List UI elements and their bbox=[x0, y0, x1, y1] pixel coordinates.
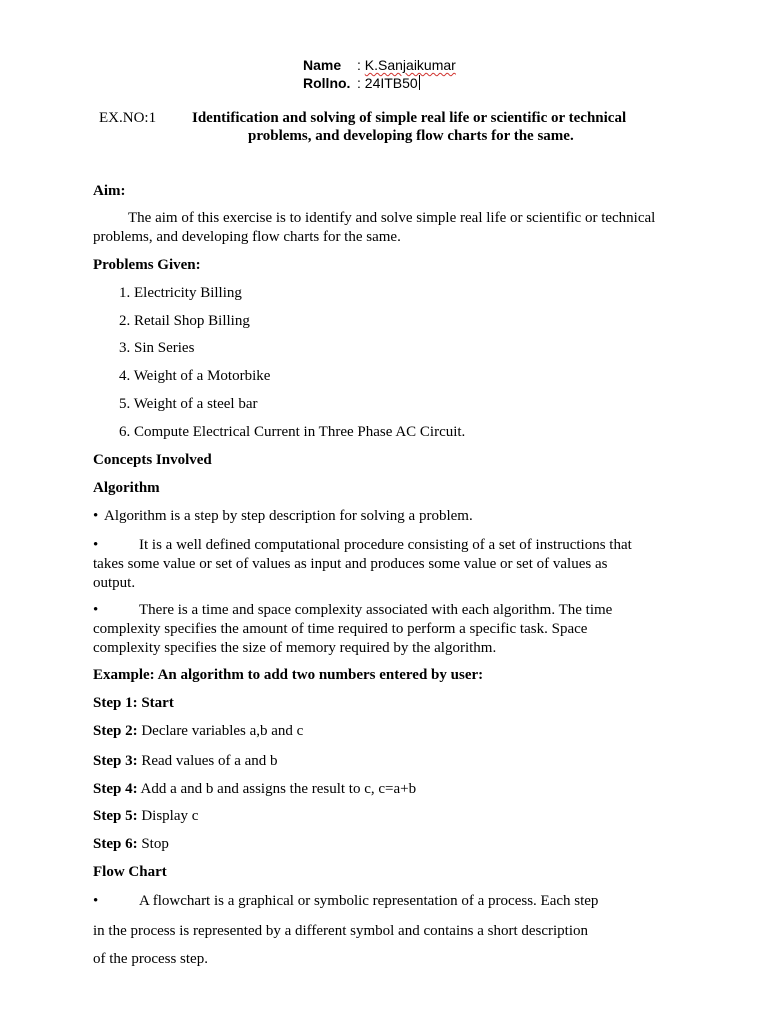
roll-value-text: : 24ITB50 bbox=[357, 75, 418, 91]
name-value-text: : K.Sanjaikumar bbox=[357, 57, 456, 73]
algorithm-bullet-2-line2: takes some value or set of values as input and produces some value or set of values as bbox=[93, 556, 608, 572]
algorithm-bullet-3-line1: There is a time and space complexity associated with each algorithm. The time bbox=[139, 602, 613, 618]
problem-item-2: 2. Retail Shop Billing bbox=[119, 313, 250, 329]
text-cursor bbox=[419, 75, 420, 90]
step-1 bbox=[93, 695, 174, 712]
bullet: • bbox=[93, 508, 99, 524]
step-label: Step 6: bbox=[93, 836, 138, 852]
algorithm-bullet-2-line1: It is a well defined computational procedure consisting of a set of instructions that bbox=[139, 537, 632, 553]
problem-item-6: 6. Compute Electrical Current in Three Phase AC Circuit. bbox=[119, 424, 466, 440]
step-text: Add a and b and assigns the result to c, c=a+b bbox=[137, 781, 417, 797]
example-heading: Example: An algorithm to add two numbers entered by user: bbox=[93, 667, 484, 683]
aim-text-line1: The aim of this exercise is to identify and solve simple real life or scientific or technical bbox=[128, 210, 656, 226]
flowchart-text-line1: A flowchart is a graphical or symbolic representation of a process. Each step bbox=[139, 893, 599, 909]
step-text: Read values of a and b bbox=[137, 753, 278, 769]
exercise-title-line1: Identification and solving of simple real life or scientific or technical bbox=[192, 110, 627, 126]
step-text: Display c bbox=[137, 808, 199, 824]
exercise-title-line2: problems, and developing flow charts for the same. bbox=[248, 128, 574, 144]
step-3 bbox=[93, 753, 278, 770]
step-label: Step 3: bbox=[93, 753, 138, 769]
algorithm-bullet-2-line3: output. bbox=[93, 575, 136, 591]
problems-heading: Problems Given: bbox=[93, 257, 201, 273]
step-5 bbox=[93, 808, 198, 825]
exercise-number: EX.NO:1 bbox=[99, 110, 157, 126]
algorithm-bullet-1: Algorithm is a step by step description for solving a problem. bbox=[104, 508, 473, 524]
concepts-heading: Concepts Involved bbox=[93, 452, 212, 468]
flowchart-text-line2: in the process is represented by a different symbol and contains a short description bbox=[93, 923, 589, 939]
problem-item-3: 3. Sin Series bbox=[119, 340, 195, 356]
problem-item-1: 1. Electricity Billing bbox=[119, 285, 242, 301]
bullet: • bbox=[93, 537, 99, 553]
aim-heading: Aim: bbox=[93, 183, 126, 199]
step-label: Step 2: bbox=[93, 723, 138, 739]
flowchart-text-line3: of the process step. bbox=[93, 951, 208, 967]
aim-text-line2: problems, and developing flow charts for the same. bbox=[93, 229, 401, 245]
name-label: Name bbox=[303, 57, 342, 73]
bullet: • bbox=[93, 602, 99, 618]
problem-item-4: 4. Weight of a Motorbike bbox=[119, 368, 271, 384]
step-text: Start bbox=[137, 695, 174, 711]
flowchart-heading: Flow Chart bbox=[93, 864, 167, 880]
roll-label: Rollno. bbox=[303, 75, 351, 91]
step-label: Step 1: bbox=[93, 695, 138, 711]
algorithm-heading: Algorithm bbox=[93, 480, 160, 496]
step-2 bbox=[93, 723, 303, 740]
bullet: • bbox=[93, 893, 99, 909]
step-label: Step 5: bbox=[93, 808, 138, 824]
step-6 bbox=[93, 836, 169, 853]
spellcheck-underline: K.Sanjaikumar bbox=[364, 57, 456, 73]
algorithm-bullet-3-line3: complexity specifies the size of memory required by the algorithm. bbox=[93, 640, 497, 656]
roll-value bbox=[357, 75, 420, 91]
step-text: Declare variables a,b and c bbox=[137, 723, 304, 739]
step-text: Stop bbox=[137, 836, 169, 852]
step-label: Step 4: bbox=[93, 781, 138, 797]
name-value bbox=[357, 57, 456, 73]
problem-item-5: 5. Weight of a steel bar bbox=[119, 396, 258, 412]
step-4 bbox=[93, 781, 416, 798]
algorithm-bullet-3-line2: complexity specifies the amount of time required to perform a specific task. Space bbox=[93, 621, 588, 637]
